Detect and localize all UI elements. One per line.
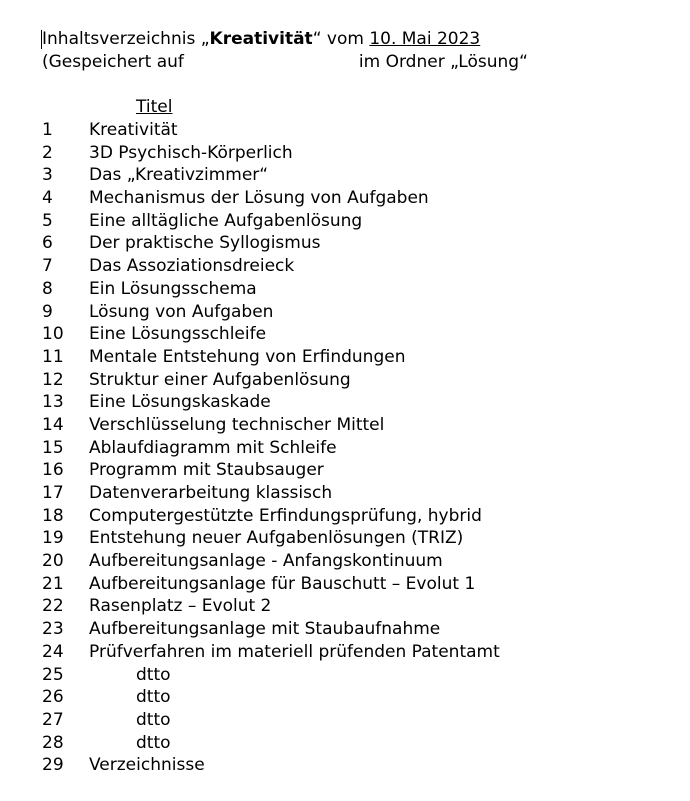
- toc-row-number: 2: [42, 142, 53, 163]
- toc-row-title: Aufbereitungsanlage mit Staubaufnahme: [89, 619, 441, 640]
- toc-row-number: 11: [42, 346, 64, 367]
- toc-row-number: 10: [42, 324, 64, 345]
- toc-row-number: 14: [42, 414, 64, 435]
- toc-row-number: 3: [42, 165, 53, 186]
- toc-row-number: 21: [42, 573, 64, 594]
- toc-row-number: 17: [42, 483, 64, 503]
- toc-row-title: Eine Lösungskaskade: [89, 392, 271, 413]
- toc-row-number: 5: [42, 210, 53, 231]
- toc-row-number: 18: [42, 505, 64, 526]
- toc-row-title: Entstehung neuer Aufgabenlösungen (TRIZ): [89, 528, 464, 549]
- toc-row-title: Eine Lösungsschleife: [89, 324, 267, 345]
- toc-row-title: Das Assoziationsdreieck: [89, 256, 295, 277]
- title-bold-keyword: Kreativität: [209, 29, 313, 49]
- toc-row-title: Mechanismus der Lösung von Aufgaben: [89, 188, 429, 209]
- document-title-line: [42, 28, 480, 50]
- toc-row-title: Programm mit Staubsauger: [89, 460, 324, 481]
- toc-row-number: 22: [42, 596, 64, 617]
- toc-row-title: Kreativität: [89, 120, 178, 140]
- toc-row-title: dtto: [136, 732, 171, 753]
- toc-row-title: Datenverarbeitung klassisch: [89, 483, 333, 503]
- toc-row-title: Aufbereitungsanlage für Bauschutt – Evolut 1: [89, 573, 476, 594]
- toc-row-number: 26: [42, 687, 64, 708]
- toc-row-number: 29: [42, 755, 64, 776]
- toc-row-number: 25: [42, 664, 64, 685]
- toc-row-number: 7: [42, 256, 53, 277]
- title-mid: “ vom: [312, 29, 370, 49]
- column-header-titel: Titel: [136, 97, 173, 117]
- storage-note-line: [42, 51, 528, 73]
- toc-row-number: 1: [42, 120, 53, 140]
- toc-row-number: 6: [42, 233, 53, 254]
- toc-row-title: Verzeichnisse: [89, 755, 205, 776]
- toc-row-title: dtto: [136, 687, 171, 708]
- toc-row-title: Rasenplatz – Evolut 2: [89, 596, 272, 617]
- storage-note-prefix: (Gespeichert auf: [42, 52, 184, 72]
- toc-row-number: 9: [42, 301, 53, 322]
- toc-row-title: Struktur einer Aufgabenlösung: [89, 369, 351, 390]
- toc-row-number: 15: [42, 437, 64, 458]
- toc-row-number: 16: [42, 460, 64, 481]
- toc-row-title: Computergestützte Erfindungsprüfung, hybrid: [89, 505, 482, 526]
- toc-row-number: 27: [42, 709, 64, 730]
- toc-row-number: 23: [42, 619, 64, 640]
- toc-row-title: Ablaufdiagramm mit Schleife: [89, 437, 337, 458]
- storage-folder-text: im Ordner „Lösung“: [358, 52, 528, 72]
- toc-row-title: Aufbereitungsanlage - Anfangskontinuum: [89, 551, 443, 572]
- toc-row-title: Der praktische Syllogismus: [89, 233, 321, 254]
- toc-row-title: Eine alltägliche Aufgabenlösung: [89, 210, 363, 231]
- toc-row-number: 20: [42, 551, 64, 572]
- toc-row-number: 24: [42, 641, 64, 662]
- toc-row-title: dtto: [136, 709, 171, 730]
- toc-row-number: 12: [42, 369, 64, 390]
- toc-row-number: 19: [42, 528, 64, 549]
- toc-row-number: 8: [42, 278, 53, 299]
- toc-row-title: Das „Kreativzimmer“: [89, 165, 269, 186]
- title-prefix: Inhaltsverzeichnis „: [42, 29, 210, 49]
- toc-row-title: 3D Psychisch-Körperlich: [89, 142, 293, 163]
- toc-row-number: 28: [42, 732, 64, 753]
- toc-row-number: 13: [42, 392, 64, 413]
- toc-row-title: dtto: [136, 664, 171, 685]
- toc-row-title: Ein Lösungsschema: [89, 278, 257, 299]
- toc-row-title: Lösung von Aufgaben: [89, 301, 274, 322]
- toc-row-number: 4: [42, 188, 53, 209]
- toc-row-title: Mentale Entstehung von Erfindungen: [89, 346, 406, 367]
- toc-row-title: Prüfverfahren im materiell prüfenden Patentamt: [89, 641, 500, 662]
- toc-row-title: Verschlüsselung technischer Mittel: [89, 414, 385, 435]
- title-date: 10. Mai 2023: [369, 29, 481, 49]
